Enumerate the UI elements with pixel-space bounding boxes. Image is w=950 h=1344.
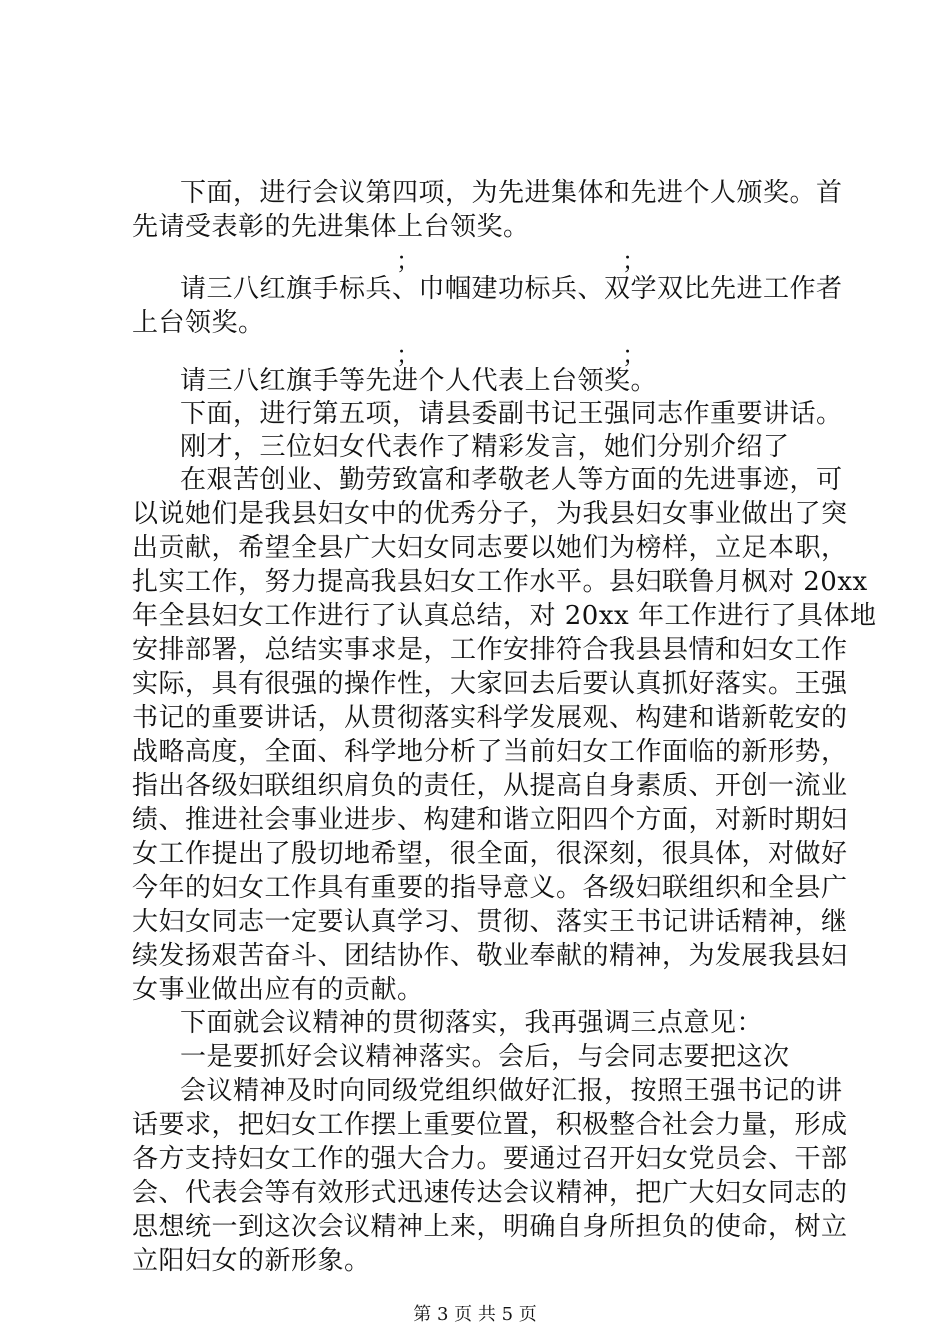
paragraph-6-line: 扎实工作，努力提高我县妇女工作水平。县妇联鲁月枫对 20xx — [132, 567, 868, 597]
paragraph-6-line: 今年的妇女工作具有重要的指导意义。各级妇联组织和全县广 — [132, 873, 848, 903]
paragraph-6-line: 战略高度，全面、科学地分析了当前妇女工作面临的新形势， — [132, 737, 848, 767]
paragraph-9-line: 话要求，把妇女工作摆上重要位置，积极整合社会力量，形成 — [132, 1110, 848, 1140]
paragraph-5: 刚才，三位妇女代表作了精彩发言，她们分别介绍了 — [180, 432, 790, 462]
paragraph-9-line: 各方支持妇女工作的强大合力。要通过召开妇女党员会、干部 — [132, 1144, 848, 1174]
separator-2-left: ； — [396, 341, 420, 369]
paragraph-6-line: 安排部署，总结实事求是，工作安排符合我县县情和妇女工作 — [132, 635, 848, 665]
paragraph-9-line: 思想统一到这次会议精神上来，明确自身所担负的使命，树立 — [132, 1212, 848, 1242]
paragraph-6-line: 出贡献，希望全县广大妇女同志要以她们为榜样，立足本职， — [132, 533, 848, 563]
paragraph-6-line: 书记的重要讲话，从贯彻落实科学发展观、构建和谐新乾安的 — [132, 703, 848, 733]
paragraph-6-line: 大妇女同志一定要认真学习、贯彻、落实王书记讲话精神，继 — [132, 907, 848, 937]
paragraph-6-line: 实际，具有很强的操作性，大家回去后要认真抓好落实。王强 — [132, 669, 848, 699]
paragraph-9-line: 会、代表会等有效形式迅速传达会议精神，把广大妇女同志的 — [132, 1178, 848, 1208]
separator-1-right: ； — [622, 247, 646, 275]
paragraph-2-line-2: 上台领奖。 — [132, 308, 265, 338]
paragraph-6-line: 女事业做出应有的贡献。 — [132, 975, 424, 1005]
paragraph-6-line: 续发扬艰苦奋斗、团结协作、敬业奉献的精神，为发展我县妇 — [132, 941, 848, 971]
paragraph-7: 下面就会议精神的贯彻落实，我再强调三点意见： — [180, 1008, 764, 1038]
paragraph-3: 请三八红旗手等先进个人代表上台领奖。 — [180, 366, 658, 396]
paragraph-6-line: 女工作提出了殷切地希望，很全面，很深刻，很具体，对做好 — [132, 839, 848, 869]
paragraph-8: 一是要抓好会议精神落实。会后，与会同志要把这次 — [180, 1042, 790, 1072]
paragraph-1-line-2: 先请受表彰的先进集体上台领奖。 — [132, 212, 530, 242]
paragraph-1-line-1: 下面，进行会议第四项，为先进集体和先进个人颁奖。首 — [180, 178, 843, 208]
paragraph-6-line: 指出各级妇联组织肩负的责任，从提高自身素质、开创一流业 — [132, 771, 848, 801]
paragraph-4: 下面，进行第五项，请县委副书记王强同志作重要讲话。 — [180, 399, 843, 429]
paragraph-6-line: 以说她们是我县妇女中的优秀分子，为我县妇女事业做出了突 — [132, 499, 848, 529]
paragraph-6-line: 在艰苦创业、勤劳致富和孝敬老人等方面的先进事迹，可 — [180, 465, 843, 495]
paragraph-6-line: 年全县妇女工作进行了认真总结，对 20xx 年工作进行了具体地 — [132, 601, 877, 631]
separator-2-right: ； — [622, 341, 646, 369]
paragraph-6-line: 绩、推进社会事业进步、构建和谐立阳四个方面，对新时期妇 — [132, 805, 848, 835]
separator-1-left: ； — [396, 247, 420, 275]
paragraph-9-line: 立阳妇女的新形象。 — [132, 1246, 371, 1276]
page-indicator: 第 3 页 共 5 页 — [413, 1304, 537, 1325]
paragraph-9-line: 会议精神及时向同级党组织做好汇报，按照王强书记的讲 — [180, 1076, 843, 1106]
paragraph-2-line-1: 请三八红旗手标兵、巾帼建功标兵、双学双比先进工作者 — [180, 274, 843, 304]
